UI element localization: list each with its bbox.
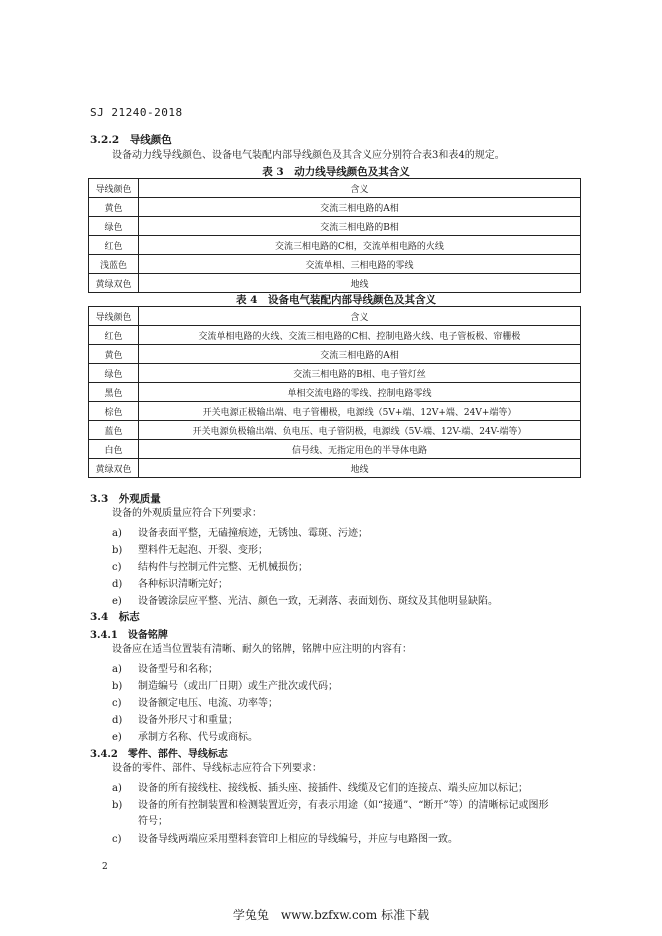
table-row [89,421,581,440]
color-cell: 黄色 [89,198,139,217]
color-cell: 黄绿双色 [89,459,139,478]
list-item [112,694,278,709]
section-3-4-title: 3.4 标志 [90,611,140,623]
list-text: 各种标识清晰完好； [138,579,228,590]
table-header-cell: 含义 [139,307,581,326]
color-cell: 红色 [89,236,139,255]
color-cell: 黄色 [89,345,139,364]
list-item [112,830,458,845]
section-3-3-intro: 设备的外观质量应符合下列要求： [112,508,262,519]
list-text: 承制方名称、代号或商标。 [138,732,258,743]
meaning-cell: 交流三相电路的B相 [139,217,581,236]
table-row [89,345,581,364]
table-row [89,440,581,459]
section-3-2-2-title: 3.2.2 导线颜色 [90,134,172,146]
page-number: 2 [102,862,108,872]
meaning-cell: 交流三相电路的A相 [139,345,581,364]
list-item [112,558,308,573]
table-row [89,198,581,217]
list-text: 设备镀涂层应平整、光洁、颜色一致，无剥落、表面划伤、斑纹及其他明显缺陷。 [138,596,498,607]
list-label: a) [112,783,122,794]
color-cell: 绿色 [89,217,139,236]
list-label: d) [112,579,123,590]
table-4-caption: 表 4 设备电气装配内部导线颜色及其含义 [236,294,436,306]
footer-watermark: 学兔兔 www.bzfxw.com 标准下载 [232,908,430,922]
list-item [112,728,258,743]
table-4-header-row [89,307,581,326]
list-text: 设备导线两端应采用塑料套管印上相应的导线编号，并应与电路图一致。 [138,834,458,845]
table-3 [88,178,581,293]
list-text: 结构件与控制元件完整、无机械损伤； [138,562,308,573]
document-code: SJ 21240-2018 [90,106,183,119]
section-3-4-2-intro: 设备的零件、部件、导线标志应符合下列要求： [112,763,322,774]
meaning-cell: 单相交流电路的零线、控制电路零线 [139,383,581,402]
list-item [112,524,368,539]
table-row [89,217,581,236]
section-3-3-title: 3.3 外观质量 [90,493,161,505]
meaning-cell: 交流三相电路的A相 [139,198,581,217]
list-label: b) [112,800,123,811]
meaning-cell: 信号线、无指定用色的半导体电路 [139,440,581,459]
meaning-cell: 开关电源负极输出端、负电压、电子管阴极，电源线（5V-端、12V-端、24V-端等） [139,421,581,440]
list-text: 设备型号和名称； [138,664,218,675]
table-row [89,326,581,345]
list-text: 设备额定电压、电流、功率等； [138,698,278,709]
list-label: b) [112,681,123,692]
list-text: 设备的所有控制装置和检测装置近旁，有表示用途（如“接通”、“断开”等）的清晰标记或图形 [138,800,549,811]
table-row [89,402,581,421]
list-text: 设备的所有接线柱、接线板、插头座、接插件、线缆及它们的连接点、端头应加以标记； [138,783,528,794]
color-cell: 蓝色 [89,421,139,440]
list-item [112,575,228,590]
list-text: 设备外形尺寸和重量； [138,715,238,726]
list-item [112,677,338,692]
table-3-caption: 表 3 动力线导线颜色及其含义 [262,166,410,178]
section-3-4-1-title: 3.4.1 设备铭牌 [90,630,168,641]
color-cell: 棕色 [89,402,139,421]
table-row [89,364,581,383]
list-text: 制造编号（或出厂日期）或生产批次或代码； [138,681,338,692]
section-3-2-2-intro: 设备动力线导线颜色、设备电气装配内部导线颜色及其含义应分别符合表3和表4的规定。 [112,150,505,161]
meaning-cell: 开关电源正极输出端、电子管栅极，电源线（5V+端、12V+端、24V+端等） [139,402,581,421]
list-item [112,796,548,811]
list-label: b) [112,545,123,556]
color-cell: 红色 [89,326,139,345]
list-label: c) [112,562,122,573]
list-item [112,779,528,794]
table-row [89,236,581,255]
table-row [89,383,581,402]
table-row [89,459,581,478]
meaning-cell: 地线 [139,459,581,478]
list-item [112,660,218,675]
color-cell: 黑色 [89,383,139,402]
color-cell: 绿色 [89,364,139,383]
list-item [112,711,238,726]
table-header-cell: 导线颜色 [89,307,139,326]
list-label: c) [112,834,122,845]
list-text: 塑料件无起泡、开裂、变形； [138,545,268,556]
section-3-4-2-title: 3.4.2 零件、部件、导线标志 [90,749,228,760]
list-item [112,541,268,556]
list-item [112,592,498,607]
list-text: 设备表面平整，无磕撞痕迹，无锈蚀、霉斑、污迹； [138,528,368,539]
list-label: e) [112,596,122,607]
meaning-cell: 交流三相电路的B相、电子管灯丝 [139,364,581,383]
list-item-continuation: 符号； [138,816,168,827]
table-3-header-row [89,179,581,198]
meaning-cell: 交流三相电路的C相，交流单相电路的火线 [139,236,581,255]
table-header-cell: 含义 [139,179,581,198]
table-row [89,274,581,293]
section-3-4-1-intro: 设备应在适当位置装有清晰、耐久的铭牌，铭牌中应注明的内容有： [112,644,412,655]
meaning-cell: 交流单相、三相电路的零线 [139,255,581,274]
list-label: e) [112,732,122,743]
list-label: c) [112,698,122,709]
color-cell: 黄绿双色 [89,274,139,293]
list-label: a) [112,528,122,539]
list-label: d) [112,715,123,726]
table-header-cell: 导线颜色 [89,179,139,198]
meaning-cell: 地线 [139,274,581,293]
color-cell: 浅蓝色 [89,255,139,274]
color-cell: 白色 [89,440,139,459]
table-row [89,255,581,274]
table-4 [88,306,581,478]
list-label: a) [112,664,122,675]
meaning-cell: 交流单相电路的火线、交流三相电路的C相、控制电路火线、电子管板极、帘栅极 [139,326,581,345]
